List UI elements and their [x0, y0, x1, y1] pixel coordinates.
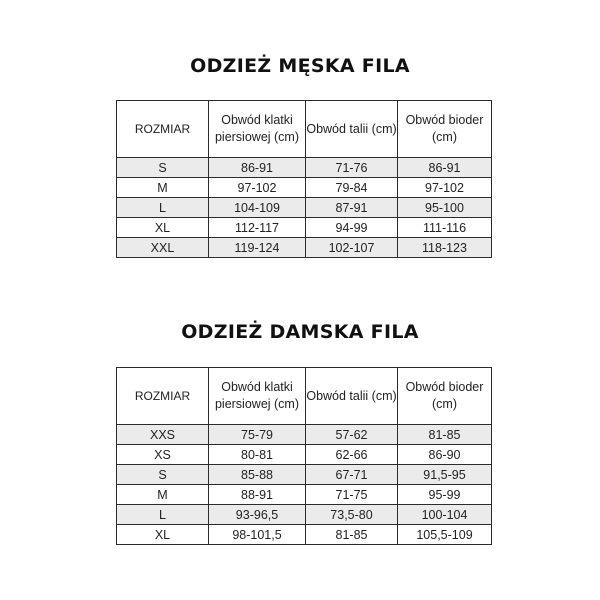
measurement-cell: 85-88: [209, 465, 306, 485]
measurement-cell: 79-84: [306, 178, 398, 198]
table-row: [117, 198, 492, 218]
measurement-cell: 98-101,5: [209, 525, 306, 545]
table-row: [117, 525, 492, 545]
measurement-cell: 75-79: [209, 425, 306, 445]
table-row: [117, 485, 492, 505]
measurement-cell: 87-91: [306, 198, 398, 218]
measurement-cell: 97-102: [398, 178, 492, 198]
measurement-cell: 73,5-80: [306, 505, 398, 525]
measurement-cell: 102-107: [306, 238, 398, 258]
table-header-row: [117, 101, 492, 158]
measurement-cell: 100-104: [398, 505, 492, 525]
measurement-cell: 81-85: [398, 425, 492, 445]
measurement-cell: 86-91: [398, 158, 492, 178]
women-size-table-body: [117, 368, 492, 545]
size-cell: L: [117, 505, 209, 525]
table-row: [117, 238, 492, 258]
measurement-cell: 81-85: [306, 525, 398, 545]
measurement-cell: 62-66: [306, 445, 398, 465]
measurement-cell: 67-71: [306, 465, 398, 485]
measurement-cell: 95-100: [398, 198, 492, 218]
measurement-cell: 118-123: [398, 238, 492, 258]
measurement-cell: 71-75: [306, 485, 398, 505]
size-cell: XXS: [117, 425, 209, 445]
measurement-cell: 105,5-109: [398, 525, 492, 545]
size-cell: XL: [117, 218, 209, 238]
table-row: [117, 445, 492, 465]
measurement-cell: 80-81: [209, 445, 306, 465]
table-row: [117, 158, 492, 178]
size-cell: S: [117, 465, 209, 485]
column-header: Obwód talii (cm): [306, 368, 398, 425]
measurement-cell: 97-102: [209, 178, 306, 198]
measurement-cell: 111-116: [398, 218, 492, 238]
column-header: Obwód klatki piersiowej (cm): [209, 101, 306, 158]
size-cell: M: [117, 485, 209, 505]
table-row: [117, 425, 492, 445]
column-header: ROZMIAR: [117, 101, 209, 158]
measurement-cell: 95-99: [398, 485, 492, 505]
men-size-chart-title: ODZIEŻ MĘSKA FILA: [190, 55, 410, 77]
men-size-table: [116, 100, 492, 258]
column-header: Obwód bioder (cm): [398, 101, 492, 158]
measurement-cell: 88-91: [209, 485, 306, 505]
table-row: [117, 178, 492, 198]
table-header-row: [117, 368, 492, 425]
measurement-cell: 112-117: [209, 218, 306, 238]
size-cell: XXL: [117, 238, 209, 258]
column-header: Obwód klatki piersiowej (cm): [209, 368, 306, 425]
measurement-cell: 57-62: [306, 425, 398, 445]
measurement-cell: 94-99: [306, 218, 398, 238]
women-size-table: [116, 367, 492, 545]
column-header: Obwód bioder (cm): [398, 368, 492, 425]
measurement-cell: 86-90: [398, 445, 492, 465]
column-header: Obwód talii (cm): [306, 101, 398, 158]
men-size-table-body: [117, 101, 492, 258]
women-size-chart-title: ODZIEŻ DAMSKA FILA: [181, 321, 419, 343]
measurement-cell: 119-124: [209, 238, 306, 258]
measurement-cell: 86-91: [209, 158, 306, 178]
size-cell: XS: [117, 445, 209, 465]
column-header: ROZMIAR: [117, 368, 209, 425]
size-cell: L: [117, 198, 209, 218]
table-row: [117, 465, 492, 485]
size-cell: S: [117, 158, 209, 178]
measurement-cell: 93-96,5: [209, 505, 306, 525]
measurement-cell: 104-109: [209, 198, 306, 218]
size-cell: M: [117, 178, 209, 198]
measurement-cell: 91,5-95: [398, 465, 492, 485]
measurement-cell: 71-76: [306, 158, 398, 178]
table-row: [117, 505, 492, 525]
table-row: [117, 218, 492, 238]
size-cell: XL: [117, 525, 209, 545]
